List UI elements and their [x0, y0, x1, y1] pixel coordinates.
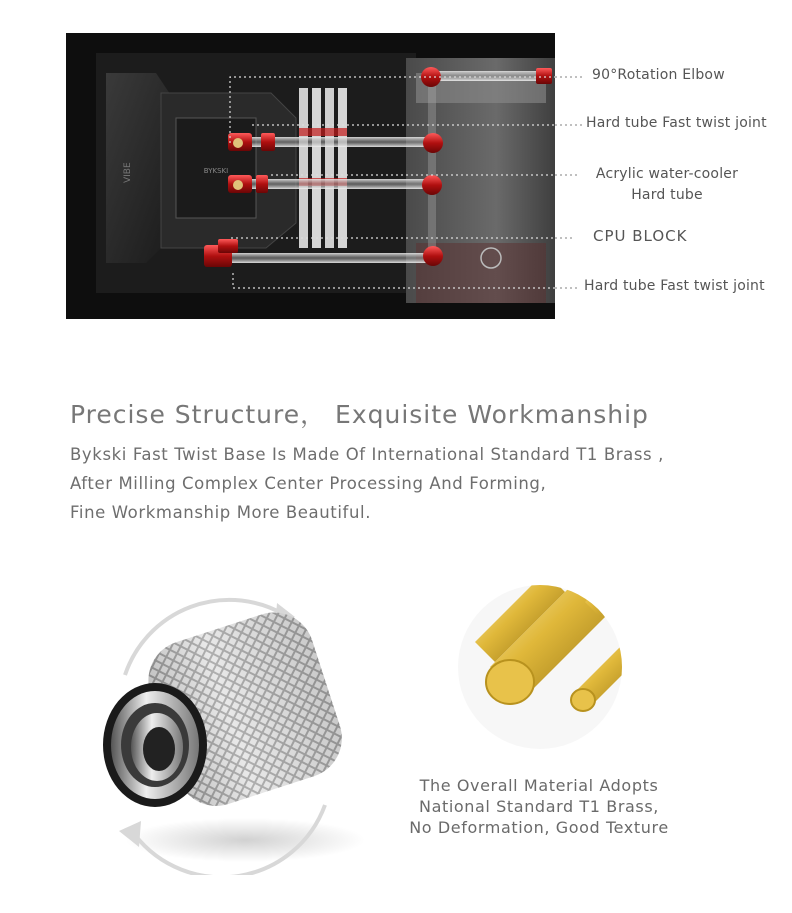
callout-elbow: 90°Rotation Elbow	[592, 67, 725, 83]
callout-cpu-block: CPU BLOCK	[593, 227, 688, 245]
brass-illustration	[455, 582, 625, 752]
callout-joint-top: Hard tube Fast twist joint	[586, 115, 767, 131]
block-label: BYKSKI	[203, 167, 229, 175]
caption-line-1: The Overall Material Adopts	[419, 776, 659, 795]
caption-line-2: National Standard T1 Brass,	[419, 797, 659, 816]
slot-label: VIBE	[123, 162, 133, 183]
callout-joint-bottom: Hard tube Fast twist joint	[584, 278, 765, 294]
body-line-3: Fine Workmanship More Beautiful.	[70, 503, 372, 522]
brass-rods-image	[455, 582, 625, 752]
callout-acrylic	[585, 164, 749, 206]
section-headline: Precise Structure， Exquisite Workmanship	[70, 400, 649, 429]
twist-fitting-image	[95, 585, 365, 875]
product-photo	[66, 33, 555, 319]
body-line-2: After Milling Complex Center Processing And Forming,	[70, 474, 547, 493]
body-line-1: Bykski Fast Twist Base Is Made Of International Standard T1 Brass ,	[70, 445, 664, 464]
fitting-illustration	[95, 585, 365, 875]
cooling-loop-illustration	[66, 33, 555, 319]
callout-acrylic-line1: Acrylic water-cooler	[595, 166, 739, 182]
caption-line-3: No Deformation, Good Texture	[409, 818, 669, 837]
callout-acrylic-line2: Hard tube	[631, 187, 703, 203]
